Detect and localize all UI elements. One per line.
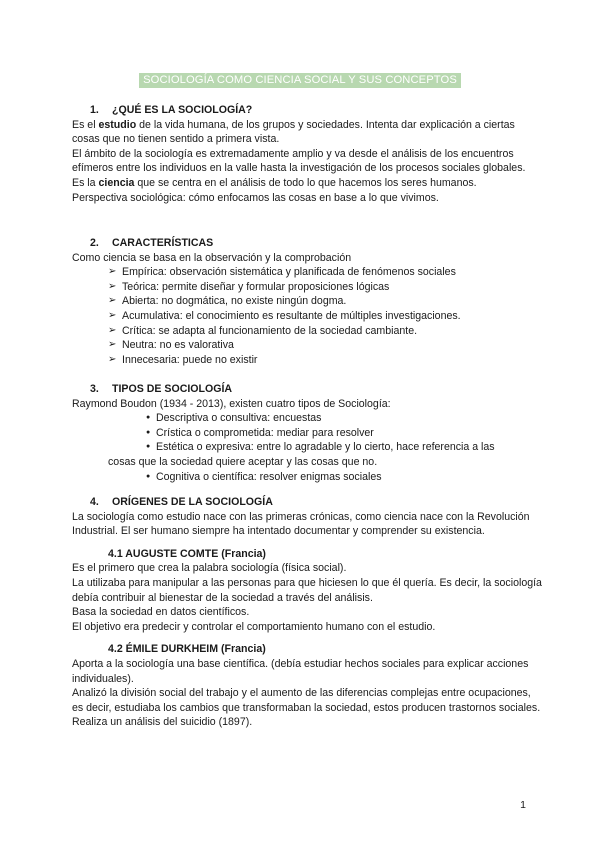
list-item: ➢ Empírica: observación sistemática y planificada de fenómenos sociales — [108, 265, 542, 280]
section-1-paragraph-3 — [72, 176, 542, 191]
section-4-title: ORÍGENES DE LA SOCIOLOGÍA — [112, 496, 273, 508]
list-item: ● Cognitiva o científica: resolver enigmas sociales — [146, 470, 542, 485]
list-item: ● Descriptiva o consultiva: encuestas — [146, 411, 542, 426]
section-2-heading — [72, 236, 542, 251]
subsection-4-1-heading: 4.1 AUGUSTE COMTE (Francia) — [108, 547, 266, 560]
section-1 — [72, 103, 542, 205]
subsection-4-2-paragraph-3: Realiza un análisis del suicidio (1897). — [72, 716, 253, 729]
list-item: ● Estética o expresiva: entre lo agradable y lo cierto, hace referencia a las — [146, 440, 542, 455]
list-item: ➢ Abierta: no dogmática, no existe ningún dogma. — [108, 294, 542, 309]
list-item: ➢ Acumulativa: el conocimiento es resultante de múltiples investigaciones. — [108, 309, 542, 324]
list-item: ➢ Crítica: se adapta al funcionamiento de la sociedad cambiante. — [108, 324, 542, 339]
list-item-continuation: cosas que la sociedad quiere aceptar y las cosas que no. — [108, 455, 378, 468]
page-number: 1 — [520, 799, 526, 811]
section-1-paragraph-4: Perspectiva sociológica: cómo enfocamos las cosas en base a lo que vivimos. — [72, 191, 439, 204]
list-item: ➢ Innecesaria: puede no existir — [108, 353, 542, 368]
section-2-title: CARACTERÍSTICAS — [112, 237, 214, 249]
section-3-title: TIPOS DE SOCIOLOGÍA — [112, 383, 233, 395]
bold-term-estudio: estudio — [98, 118, 137, 131]
subsection-4-2-paragraph-1: Aporta a la sociología una base científica. (debía estudiar hechos sociales para explicar acciones individuales). — [72, 657, 529, 685]
subsection-4-1-paragraph-1: Es el primero que crea la palabra sociología (física social). — [72, 562, 347, 575]
sociology-types-list-cont — [72, 470, 542, 485]
section-1-title: ¿QUÉ ES LA SOCIOLOGÍA? — [112, 104, 253, 116]
page-title: SOCIOLOGÍA COMO CIENCIA SOCIAL Y SUS CONCEPTOS — [139, 73, 461, 88]
subsection-4-1-paragraph-2: La utilizaba para manipular a las personas para que hiciesen lo que él quería. Es decir, la sociología debía contribuir al bienestar de la sociedad a través del análisis. — [72, 576, 542, 604]
list-item: ● Crística o comprometida: mediar para resolver — [146, 426, 542, 441]
section-1-paragraph-1 — [72, 118, 542, 147]
characteristics-list — [72, 265, 542, 367]
subsection-4-1-paragraph-4: El objetivo era predecir y controlar el comportamiento humano con el estudio. — [72, 620, 436, 633]
section-1-paragraph-2: El ámbito de la sociología es extremadamente amplio y va desde el análisis de los encuentros efímeros entre los individuos en la valle hasta la investigación de los procesos sociales globales. — [72, 147, 526, 175]
subsection-4-2-heading: 4.2 ÉMILE DURKHEIM (Francia) — [108, 643, 266, 656]
section-4-paragraph-1: La sociología como estudio nace con las primeras crónicas, como ciencia nace con la Revolución Industrial. El ser humano siempre ha intentado documentar y comprender su existencia. — [72, 510, 530, 538]
section-1-heading — [72, 103, 542, 118]
section-4-heading — [72, 495, 542, 510]
text-run: que se centra en el análisis de todo lo que hacemos los seres humanos. — [134, 176, 477, 189]
text-run: de la vida humana, de los grupos y sociedades. Intenta dar explicación a ciertas cosas que no tienen sentido a primera vista. — [72, 118, 515, 146]
sociology-types-list — [72, 411, 542, 455]
text-run: Es la — [72, 176, 99, 189]
title-wrap — [0, 73, 600, 88]
text-run: Es el — [72, 118, 99, 131]
section-2-intro: Como ciencia se basa en la observación y la comprobación — [72, 251, 352, 264]
subsection-4-2-paragraph-2: Analizó la división social del trabajo y el aumento de las diferencias complejas entre ocupaciones, es decir, estudiaba los cambios que transformaban la sociedad, estos producen trastornos sociales. — [72, 687, 541, 714]
list-item: ➢ Neutra: no es valorativa — [108, 338, 542, 353]
bold-term-ciencia: ciencia — [98, 176, 135, 189]
section-3-number: 3. — [90, 383, 99, 395]
section-2-number: 2. — [90, 237, 99, 249]
section-3-intro: Raymond Boudon (1934 - 2013), existen cuatro tipos de Sociología: — [72, 397, 391, 410]
subsection-4-1-paragraph-3: Basa la sociedad en datos científicos. — [72, 606, 250, 619]
section-1-number: 1. — [90, 104, 99, 116]
section-3 — [72, 382, 542, 484]
list-item: ➢ Teórica: permite diseñar y formular proposiciones lógicas — [108, 280, 542, 295]
section-3-heading — [72, 382, 542, 397]
section-2 — [72, 236, 542, 367]
section-4 — [72, 495, 542, 730]
section-4-number: 4. — [90, 496, 99, 508]
